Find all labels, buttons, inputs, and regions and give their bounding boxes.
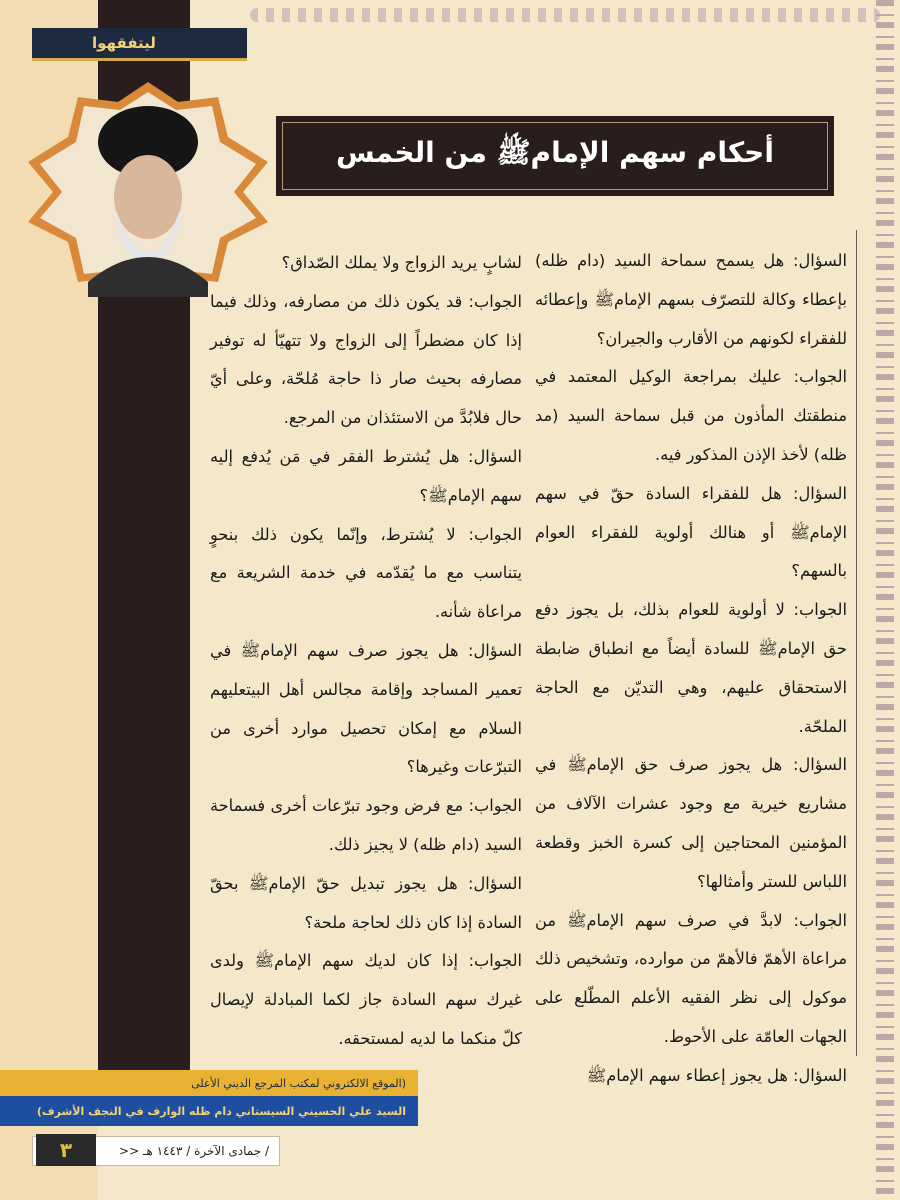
footer-source-text2: السيد علي الحسيني السيستاني دام ظله الوارف في النجف الأشرف) bbox=[36, 1104, 406, 1118]
paragraph: السؤال: هل يسمح سماحة السيد (دام ظله) بإعطاء وكالة للتصرّف بسهم الإمامﷺ وإعطائه للفقراء لكونهم من الأقارب والجيران؟ bbox=[535, 251, 847, 348]
paragraph: السؤال: هل للفقراء السادة حقّ في سهم الإمامﷺ أو هنالك أولوية للفقراء العوام بالسهم؟ bbox=[535, 483, 847, 581]
left-text-column bbox=[210, 244, 522, 1059]
paragraph: السؤال: هل يجوز إعطاء سهم الإمامﷺ bbox=[586, 1065, 847, 1085]
paragraph: الجواب: لا أولوية للعوام بذلك، بل يجوز دفع حق الإمامﷺ للسادة أيضاً مع انطباق ضابطة الاستحقاق عليهم، وهي التديّن مع الحاجة الملحّة. bbox=[535, 600, 847, 736]
right-text-column bbox=[535, 242, 847, 1096]
issue-date: / جمادى الآخرة / ١٤٤٣ هـ << bbox=[119, 1144, 269, 1158]
footer-source-line2 bbox=[0, 1096, 418, 1126]
paragraph: السؤال: هل يجوز تبديل حقّ الإمامﷺ بحقّ السادة إذا كان ذلك لحاجة ملحة؟ bbox=[210, 873, 522, 932]
article-title: أحكام سهم الإمامﷺ من الخمس bbox=[336, 136, 774, 169]
footer-source-band bbox=[0, 1070, 418, 1128]
paragraph: السؤال: هل يجوز صرف حق الإمامﷺ في مشاريع خيرية مع وجود عشرات الآلاف من المؤمنين المحتاجين إلى كسرة الخبز وقطعة اللباس للستر وأمثالها؟ bbox=[535, 755, 847, 891]
paragraph: الجواب: لابدَّ في صرف سهم الإمامﷺ من مراعاة الأهمّ فالأهمّ من موارده، وتشخيص ذلك موكول إلى نظر الفقيه الأعلم المطّلع على الجهات العامّة على الأحوط. bbox=[535, 910, 847, 1046]
footer-source-line1 bbox=[0, 1070, 418, 1096]
paragraph: الجواب: عليك بمراجعة الوكيل المعتمد في منطقتك المأذون من قبل سماحة السيد (مد ظله) لأخذ الإذن المذكور فيه. bbox=[535, 367, 847, 464]
right-chain-ornament bbox=[876, 0, 894, 1200]
paragraph: الجواب: لا يُشترط، وإنّما يكون ذلك بنحوٍ يتناسب مع ما يُقدّمه في خدمة الشريعة مع مراعاة شأنه. bbox=[210, 524, 522, 622]
footer-source-text1: (الموقع الالكتروني لمكتب المرجع الديني الأعلى bbox=[191, 1076, 406, 1090]
paragraph: الجواب: إذا كان لديك سهم الإمامﷺ ولدى غيرك سهم السادة جاز لكما المبادلة لإيصال كلّ منكما ما لديه لمستحقه. bbox=[210, 951, 522, 1048]
top-chain-ornament bbox=[250, 8, 880, 22]
paragraph: السؤال: هل يُشترط الفقر في مَن يُدفع إليه سهم الإمامﷺ؟ bbox=[210, 446, 522, 505]
paragraph: السؤال: هل يجوز صرف سهم الإمامﷺ في تعمير المساجد وإقامة مجالس أهل البيتعليهم السلام مع إمكان تحصيل موارد أخرى من التبرّعات وغيرها؟ bbox=[210, 640, 522, 777]
article-title-bar bbox=[276, 116, 834, 196]
paragraph: لشابٍ يريد الزواج ولا يملك الصّداق؟ bbox=[281, 253, 522, 272]
paragraph: الجواب: مع فرض وجود تبرّعات أخرى فسماحة السيد (دام ظله) لا يجيز ذلك. bbox=[210, 796, 522, 854]
page-number: ٣ bbox=[36, 1134, 96, 1166]
section-tag-label: ليتفقهوا bbox=[92, 34, 156, 52]
paragraph: الجواب: قد يكون ذلك من مصارفه، وذلك فيما إذا كان مضطراً إلى الزواج ولا تتهيّأ له توفير مصارفه بحيث صار ذا حاجة مُلحّة، وعلى أيّ حال فلابُدَّ من الاستئذان من المرجع. bbox=[210, 291, 522, 428]
section-tag bbox=[32, 28, 247, 61]
